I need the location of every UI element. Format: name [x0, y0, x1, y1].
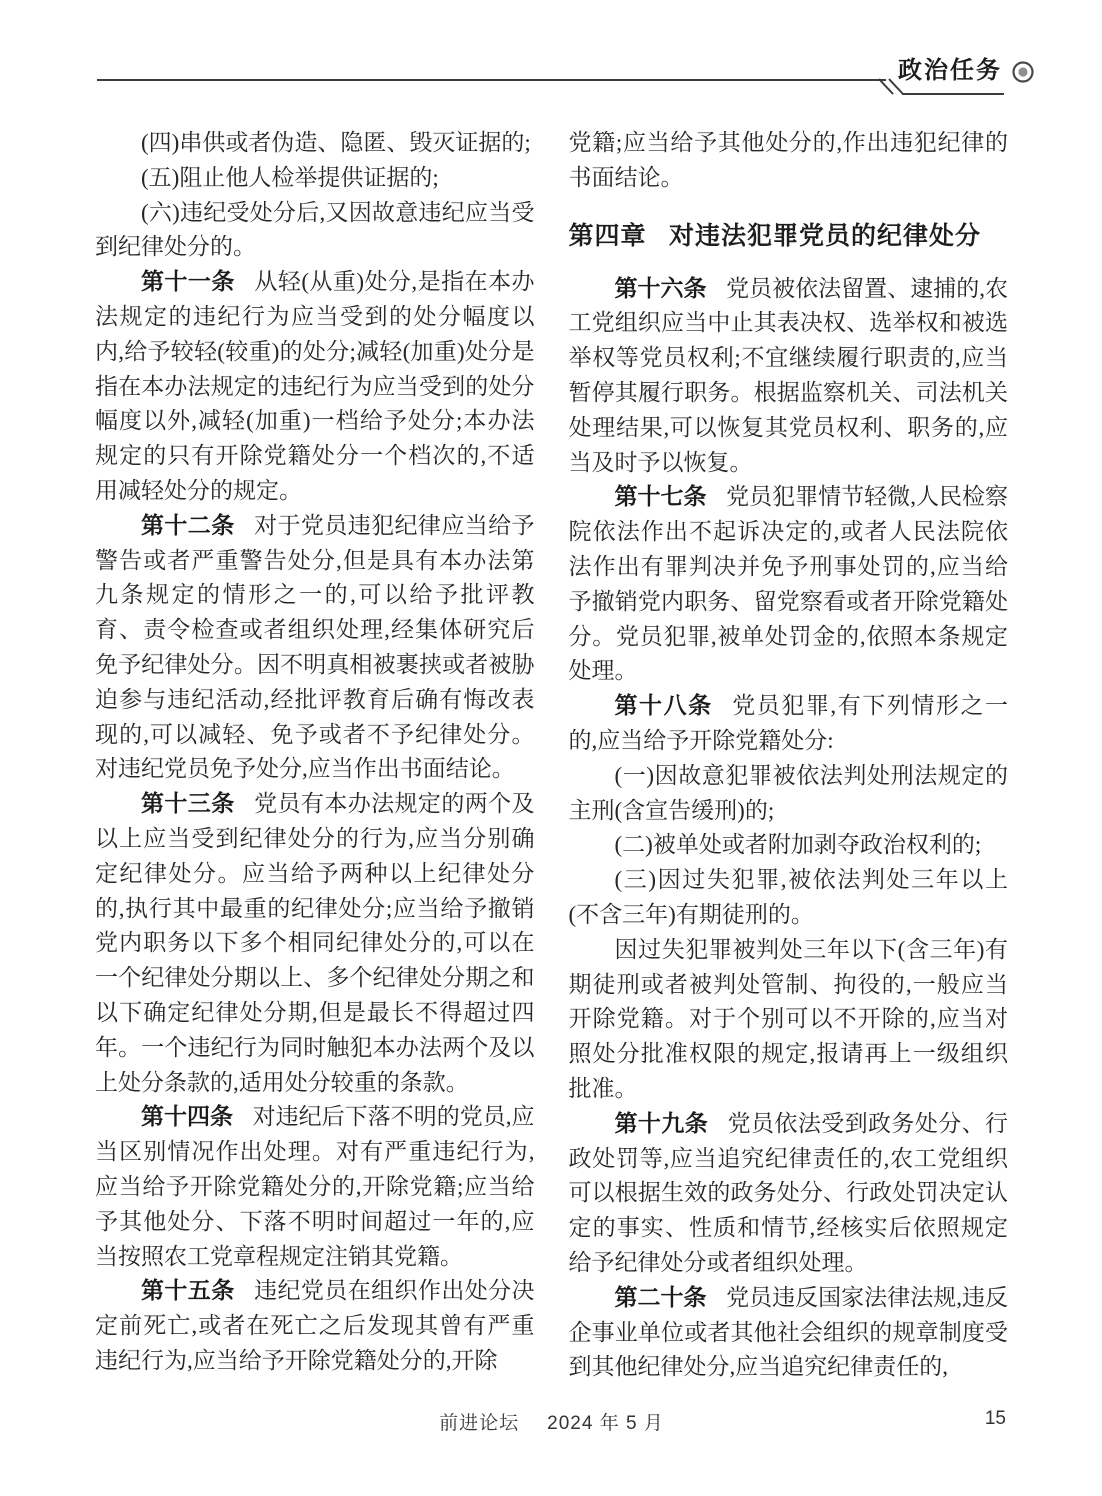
clause-text: (一)因故意犯罪被依法判处刑法规定的主刑(含宣告缓刑)的; — [568, 762, 1008, 823]
page-footer — [95, 1408, 1008, 1440]
paragraph — [569, 863, 1009, 933]
clause-text: 对于党员违犯纪律应当给予警告或者严重警告处分,但是具有本办法第九条规定的情形之一的,可以给予批评教育、责令检查或者组织处理,经集体研究后免予纪律处分。因不明真相被裹挟或者被胁迫参与违纪活动,经批评教育后确有悔改表现的,可以减轻、免予或者不予纪律处分。对违纪党员免予处分,应当作出书面结论。 — [95, 512, 535, 782]
clause-number: 第十八条 — [614, 693, 713, 719]
clause-number: 第二十条 — [614, 1284, 707, 1310]
clause-text: (四)串供或者伪造、隐匿、毁灭证据的; — [141, 130, 531, 155]
paragraph — [95, 787, 535, 1100]
paragraph — [569, 1107, 1009, 1281]
paragraph — [569, 480, 1009, 689]
clause-text: 党员违反国家法律法规,违反企事业单位或者其他社会组织的规章制度受到其他纪律处分,应当追究纪律责任的, — [568, 1284, 1009, 1380]
paragraph — [569, 126, 1009, 196]
clause-text: 因过失犯罪被判处三年以下(含三年)有期徒刑或者被判处管制、拘役的,一般应当开除党籍。对于个别可以不开除的,应当对照处分批准权限的规定,报请再上一级组织批准。 — [568, 936, 1008, 1101]
paragraph — [95, 161, 535, 196]
paragraph — [95, 126, 535, 161]
clause-text: 违纪党员在组织作出处分决定前死亡,或者在死亡之后发现其曾有严重违纪行为,应当给予开除党籍处分的,开除 — [95, 1278, 535, 1373]
paragraph — [95, 196, 535, 266]
clause-number: 第十九条 — [614, 1110, 709, 1136]
clause-number: 第十六条 — [614, 275, 707, 301]
section-label: 政治任务 — [898, 57, 1002, 84]
issue-date: 2024 年 5 月 — [547, 1413, 664, 1434]
clause-text: 党员有本办法规定的两个及以上应当受到纪律处分的行为,应当分别确定纪律处分。应当给予两种以上纪律处分的,执行其中最重的纪律处分;应当给予撤销党内职务以下多个相同纪律处分的,可以在一个纪律处分期以上、多个纪律处分期之和以下确定纪律处分期,但是最长不得超过四年。一个违纪行为同时触犯本办法两个及以上处分条款的,适用处分较重的条款。 — [95, 791, 535, 1095]
paragraph — [569, 828, 1009, 863]
clause-text: 对违纪后下落不明的党员,应当区别情况作出处理。对有严重违纪行为,应当给予开除党籍处分的,开除党籍;应当给予其他处分、下落不明时间超过一年的,应当按照农工党章程规定注销其党籍。 — [95, 1104, 535, 1269]
paragraph — [569, 1281, 1009, 1385]
clause-text: 党员犯罪情节轻微,人民检察院依法作出不起诉决定的,或者人民法院依法作出有罪判决并免予刑事处罚的,应当给予撤销党内职务、留党察看或者开除党籍处分。党员犯罪,被单处罚金的,依照本条规定处理。 — [568, 484, 1009, 684]
clause-text: (二)被单处或者附加剥夺政治权利的; — [614, 832, 982, 858]
article-body — [95, 126, 1008, 1385]
paragraph — [95, 509, 535, 787]
journal-name: 前进论坛 — [439, 1413, 520, 1434]
paragraph — [569, 689, 1009, 759]
journal-line — [95, 1408, 1008, 1435]
clause-number: 第十一条 — [141, 269, 235, 295]
clause-text: (三)因过失犯罪,被依法判处三年以上(不含三年)有期徒刑的。 — [568, 867, 1008, 927]
paragraph — [569, 759, 1009, 829]
clause-text: 党员依法受到政务处分、行政处罚等,应当追究纪律责任的,农工党组织可以根据生效的政务处分、行政处罚决定认定的事实、性质和情节,经核实后依照规定给予纪律处分或者组织处理。 — [568, 1110, 1009, 1275]
chapter-number: 第四章 — [568, 221, 647, 250]
clause-number: 第十三条 — [141, 791, 235, 817]
paragraph — [569, 933, 1009, 1107]
page-number: 15 — [984, 1408, 1006, 1429]
clause-number: 第十四条 — [141, 1104, 234, 1130]
chapter-heading — [569, 219, 1009, 253]
paragraph — [569, 272, 1009, 481]
clause-number: 第十五条 — [141, 1278, 235, 1304]
clause-number: 第十七条 — [614, 484, 707, 510]
clause-text: 党员犯罪,有下列情形之一的,应当给予开除党籍处分: — [568, 693, 1008, 753]
paragraph — [95, 1274, 535, 1378]
clause-text: 从轻(从重)处分,是指在本办法规定的违纪行为应当受到的处分幅度以内,给予较轻(较重)的处分;减轻(加重)处分是指在本办法规定的违纪行为应当受到的处分幅度以外,减轻(加重)一档给予处分;本办法规定的只有开除党籍处分一个档次的,不适用减轻处分的规定。 — [95, 269, 535, 503]
bullet-circle-icon — [1014, 63, 1033, 82]
paragraph — [95, 1100, 535, 1274]
clause-number: 第十二条 — [141, 512, 235, 538]
chapter-title: 对违法犯罪党员的纪律处分 — [669, 221, 982, 250]
clause-text: (五)阻止他人检举提供证据的; — [141, 164, 439, 190]
clause-text: (六)违纪受处分后,又因故意违纪应当受到纪律处分的。 — [95, 199, 535, 260]
clause-text: 党员被依法留置、逮捕的,农工党组织应当中止其表决权、选举权和被选举权等党员权利;不宜继续履行职责的,应当暂停其履行职务。根据监察机关、司法机关处理结果,可以恢复其党员权利、职务的,应当及时予以恢复。 — [568, 275, 1009, 475]
clause-text: 党籍;应当给予其他处分的,作出违犯纪律的书面结论。 — [568, 130, 1008, 190]
left-column — [95, 126, 535, 1385]
paragraph — [95, 265, 535, 509]
right-column — [569, 126, 1009, 1385]
page-header — [0, 0, 1102, 110]
